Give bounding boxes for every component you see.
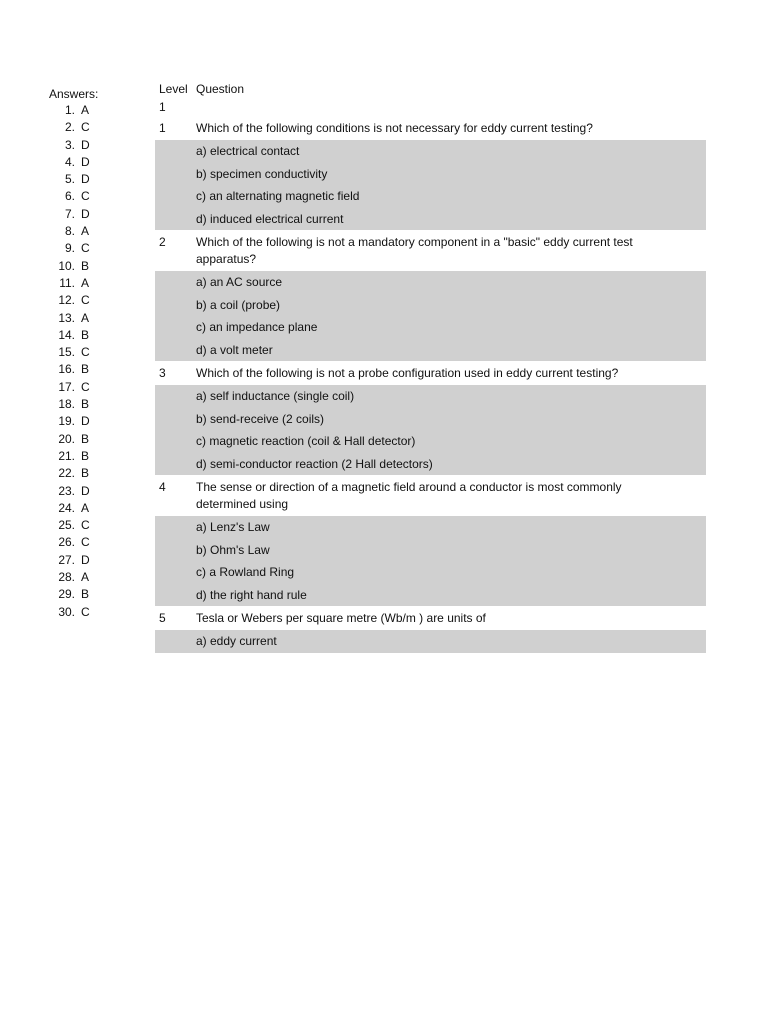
- option-row: [155, 539, 706, 562]
- answer-letter: C: [81, 518, 90, 533]
- answer-number: 3.: [64, 137, 75, 152]
- question-row: [155, 361, 706, 385]
- option-text: a) an AC source: [196, 275, 283, 289]
- answer-letter: A: [81, 224, 90, 239]
- answer-letter: C: [81, 189, 90, 204]
- answer-number: 13.: [58, 310, 75, 325]
- question-number: 2: [159, 235, 166, 249]
- question-row: [155, 475, 706, 516]
- answer-number: 23.: [58, 483, 75, 498]
- answer-key: [49, 86, 119, 621]
- answer-letter: C: [81, 604, 90, 619]
- answer-row: [49, 361, 119, 378]
- option-row: [155, 339, 706, 362]
- answer-row: [49, 604, 119, 621]
- answer-row: [49, 517, 119, 534]
- answer-letter: B: [81, 362, 90, 377]
- answer-number: 21.: [58, 448, 75, 463]
- answer-letter: B: [81, 587, 90, 602]
- answer-row: [49, 569, 119, 586]
- option-text: b) specimen conductivity: [196, 166, 328, 181]
- option-row: [155, 561, 706, 584]
- option-text: d) the right hand rule: [196, 587, 307, 602]
- answer-number: 7.: [64, 206, 75, 221]
- answer-number: 15.: [58, 345, 75, 360]
- answer-letter: C: [81, 241, 90, 256]
- answer-number: 19.: [58, 414, 75, 429]
- answer-row: [49, 310, 119, 327]
- option-text: b) Ohm's Law: [196, 542, 270, 557]
- answer-letter: A: [81, 275, 90, 290]
- answer-row: [49, 379, 119, 396]
- question-row: [155, 606, 706, 630]
- answer-row: [49, 154, 119, 171]
- options-block: [155, 271, 706, 361]
- answer-row: [49, 188, 119, 205]
- answer-row: [49, 292, 119, 309]
- answer-number: 28.: [58, 570, 75, 585]
- option-row: [155, 453, 706, 476]
- option-text: d) induced electrical current: [196, 211, 344, 226]
- answer-row: [49, 552, 119, 569]
- answer-letter: D: [81, 154, 90, 169]
- answer-letter: B: [81, 466, 90, 481]
- answer-letter: D: [81, 172, 90, 187]
- answer-letter: B: [81, 258, 90, 273]
- option-text: a) self inductance (single coil): [196, 389, 355, 403]
- answer-number: 2.: [64, 120, 75, 135]
- answer-key-title: Answers:: [49, 87, 99, 101]
- question-number: 1: [159, 121, 166, 135]
- option-row: [155, 430, 706, 453]
- option-row: [155, 140, 706, 163]
- question-text: Which of the following conditions is not necessary for eddy current testing?: [196, 121, 593, 135]
- question-text: Tesla or Webers per square metre (Wb/m ) are units of: [196, 611, 486, 625]
- answer-letter: B: [81, 327, 90, 342]
- option-text: b) a coil (probe): [196, 297, 281, 312]
- answer-number: 20.: [58, 431, 75, 446]
- option-row: [155, 385, 706, 408]
- answer-letter: B: [81, 448, 90, 463]
- option-row: [155, 185, 706, 208]
- answer-number: 9.: [64, 241, 75, 256]
- answer-letter: C: [81, 379, 90, 394]
- answer-row: [49, 586, 119, 603]
- question-text: Which of the following is not a mandatory component in a "basic" eddy current test apparatus?: [196, 235, 633, 266]
- question-number: 4: [159, 480, 166, 494]
- answer-row: [49, 102, 119, 119]
- option-row: [155, 316, 706, 339]
- answer-number: 22.: [58, 466, 75, 481]
- options-block: [155, 140, 706, 230]
- table-header: [155, 80, 706, 99]
- answer-row: [49, 206, 119, 223]
- level-value: 1: [159, 100, 166, 114]
- option-text: a) eddy current: [196, 634, 277, 648]
- answer-letter: A: [81, 570, 90, 585]
- answer-number: 14.: [58, 327, 75, 342]
- option-text: c) an alternating magnetic field: [196, 189, 360, 203]
- options-block: [155, 516, 706, 606]
- answer-row: [49, 500, 119, 517]
- answer-number: 24.: [58, 500, 75, 515]
- question-text: The sense or direction of a magnetic field around a conductor is most commonly determined using: [196, 480, 622, 511]
- question-table: [155, 80, 706, 653]
- option-text: d) a volt meter: [196, 342, 273, 357]
- answer-row: [49, 171, 119, 188]
- answer-row: [49, 344, 119, 361]
- question-number: 5: [159, 611, 166, 625]
- answer-row: [49, 413, 119, 430]
- option-text: c) a Rowland Ring: [196, 565, 295, 579]
- answer-number: 17.: [58, 379, 75, 394]
- answer-number: 29.: [58, 587, 75, 602]
- answer-row: [49, 223, 119, 240]
- answer-letter: C: [81, 120, 90, 135]
- question-row: [155, 116, 706, 140]
- option-row: [155, 208, 706, 231]
- answer-row: [49, 327, 119, 344]
- answer-letter: A: [81, 310, 90, 325]
- answer-letter: C: [81, 293, 90, 308]
- option-row: [155, 294, 706, 317]
- answer-number: 12.: [58, 293, 75, 308]
- answer-row: [49, 258, 119, 275]
- answer-letter: A: [81, 103, 90, 117]
- answer-row: [49, 448, 119, 465]
- answer-letter: D: [81, 206, 90, 221]
- question-list: [155, 116, 706, 653]
- answer-number: 8.: [64, 224, 75, 239]
- question-row: [155, 230, 706, 271]
- answer-number: 6.: [64, 189, 75, 204]
- answer-number: 26.: [58, 535, 75, 550]
- answer-row: [49, 534, 119, 551]
- option-text: b) send-receive (2 coils): [196, 411, 325, 426]
- answer-number: 16.: [58, 362, 75, 377]
- answer-number: 27.: [58, 552, 75, 567]
- answer-number: 10.: [58, 258, 75, 273]
- answer-letter: D: [81, 137, 90, 152]
- answer-letter: C: [81, 345, 90, 360]
- answer-number: 11.: [59, 275, 75, 290]
- answer-number: 18.: [58, 397, 75, 412]
- answer-number: 30.: [58, 604, 75, 619]
- option-row: [155, 516, 706, 539]
- answer-number: 5.: [64, 172, 75, 187]
- level-row: [155, 99, 706, 116]
- option-row: [155, 630, 706, 653]
- question-number: 3: [159, 366, 166, 380]
- options-block: [155, 630, 706, 653]
- option-row: [155, 271, 706, 294]
- answer-letter: D: [81, 552, 90, 567]
- answer-list: [49, 102, 119, 621]
- answer-number: 1.: [64, 103, 75, 117]
- option-text: d) semi-conductor reaction (2 Hall detectors): [196, 456, 433, 471]
- answer-letter: C: [81, 535, 90, 550]
- option-row: [155, 584, 706, 607]
- option-row: [155, 163, 706, 186]
- answer-letter: B: [81, 397, 90, 412]
- answer-letter: B: [81, 431, 90, 446]
- answer-row: [49, 275, 119, 292]
- level-header: Level: [159, 82, 188, 96]
- option-text: a) Lenz's Law: [196, 520, 270, 534]
- answer-letter: A: [81, 500, 90, 515]
- answer-row: [49, 396, 119, 413]
- option-text: c) an impedance plane: [196, 320, 318, 334]
- question-header: Question: [196, 82, 245, 96]
- answer-number: 4.: [64, 154, 75, 169]
- answer-letter: D: [81, 414, 90, 429]
- answer-row: [49, 240, 119, 257]
- answer-row: [49, 483, 119, 500]
- answer-number: 25.: [58, 518, 75, 533]
- answer-row: [49, 119, 119, 136]
- answer-row: [49, 431, 119, 448]
- option-row: [155, 408, 706, 431]
- question-text: Which of the following is not a probe configuration used in eddy current testing?: [196, 366, 619, 380]
- answer-row: [49, 465, 119, 482]
- option-text: a) electrical contact: [196, 144, 300, 158]
- answer-letter: D: [81, 483, 90, 498]
- answer-row: [49, 137, 119, 154]
- option-text: c) magnetic reaction (coil & Hall detector): [196, 434, 416, 448]
- options-block: [155, 385, 706, 475]
